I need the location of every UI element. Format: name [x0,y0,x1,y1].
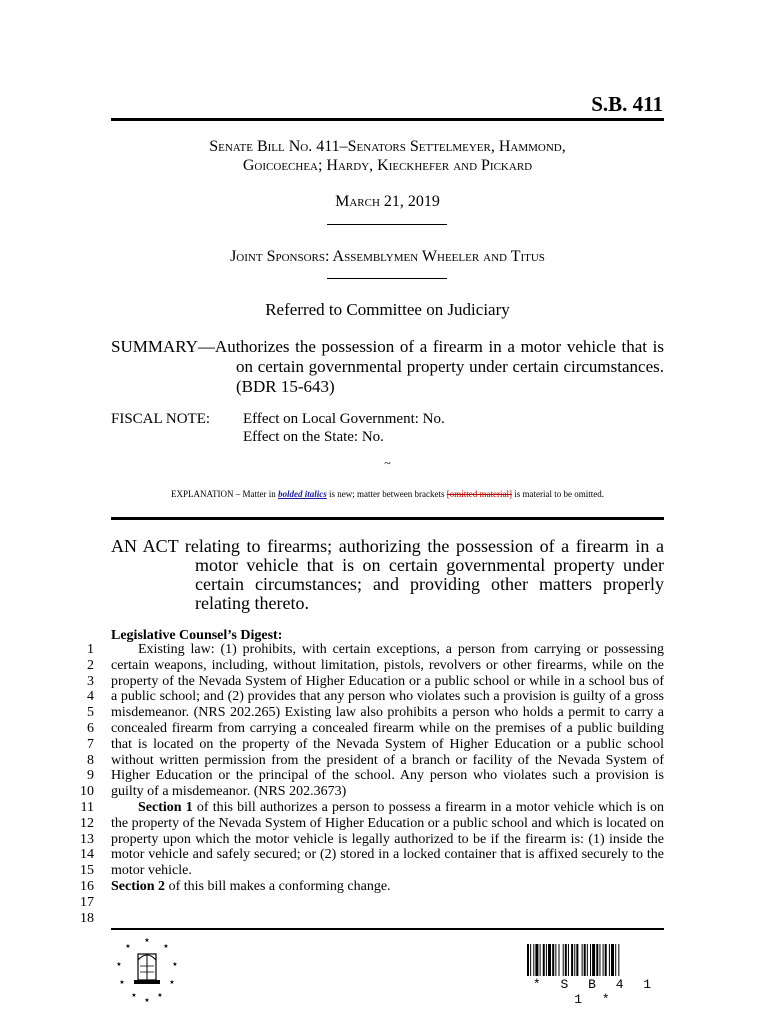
svg-text:★: ★ [163,944,169,950]
sponsors-divider [327,278,447,279]
svg-text:★: ★ [157,993,163,999]
line-number: 17 [80,894,94,910]
line-number: 9 [87,768,94,784]
svg-text:★: ★ [131,993,137,999]
svg-text:★: ★ [172,962,178,968]
header-rule [111,118,664,121]
explanation-new-text: bolded italics [278,489,327,499]
line-number: 1 [87,642,94,657]
act-title [111,537,664,613]
date-divider [327,224,447,225]
barcode-icon [527,944,663,980]
line-number: 3 [87,673,94,689]
bill-date: March 21, 2019 [335,193,440,210]
line-number: 8 [87,752,94,768]
digest-paragraph-2: Section 1 of this bill authorizes a person to possess a firearm in a motor vehicle which is on the property of the Nevada System of Higher Education or a public school and which is located on property upon which the motor vehicle is legally authorized to be if the firearm is: (1) inside the motor vehicle and safely secured; or (2) stored in a locked container that is affixed securely to the motor vehicle. [111,799,664,879]
svg-text:★: ★ [116,962,122,968]
svg-text:★: ★ [144,938,150,944]
explanation-omitted-text: [omitted material] [446,489,512,499]
committee-referral: Referred to Committee on Judiciary [265,300,510,319]
summary [111,337,664,397]
line-number: 13 [80,831,94,847]
svg-text:★: ★ [144,998,150,1002]
explanation-note [111,489,664,499]
fiscal-note-label: FISCAL NOTE: [111,411,211,427]
line-number: 11 [80,799,94,815]
line-number: 14 [80,847,94,863]
act-title-text: AN ACT relating to firearms; authorizing the possession of a firearm in a motor vehicle that is on certain governmental property under certain circumstances; and providing other matters properly relating thereto. [111,536,664,613]
svg-text:★: ★ [125,944,131,950]
line-number: 7 [87,736,94,752]
section-1-ref: Section 1 [138,799,193,815]
line-number: 16 [80,878,94,894]
state-seal-icon [114,936,180,1002]
line-number: 2 [87,657,94,673]
joint-sponsors: Joint Sponsors: Assemblymen Wheeler and Titus [230,248,545,265]
section-tilde: ~ [384,456,391,470]
fiscal-note-state: Effect on the State: No. [243,429,384,445]
summary-text: SUMMARY—Authorizes the possession of a firearm in a motor vehicle that is on certain governmental property under certain circumstances. (BDR 15-643) [111,337,664,396]
bill-title-line-2: Goicoechea; Hardy, Kieckhefer and Pickard [242,157,533,174]
explanation-prefix: EXPLANATION – Matter in [171,489,279,499]
digest-paragraph-3: Section 2 of this bill makes a conforming change. [111,878,391,894]
line-number: 5 [87,705,94,721]
barcode-text: * S B 4 1 1 * [532,977,658,1007]
line-numbers [72,642,94,926]
line-number: 18 [80,910,94,926]
fiscal-note-local: Effect on Local Government: No. [243,411,445,427]
svg-text:★: ★ [119,980,125,986]
line-number: 6 [87,720,94,736]
line-number: 12 [80,815,94,831]
svg-text:★: ★ [169,980,175,986]
explanation-suffix: is material to be omitted. [511,489,604,499]
footer-rule [111,928,664,930]
line-number: 4 [87,689,94,705]
bill-title-line-1: Senate Bill No. 411–Senators Settelmeyer, Hammond, [209,138,566,155]
digest-paragraph-1: Existing law: (1) prohibits, with certain exceptions, a person from carrying or possessing certain weapons, including, without limitation, pistols, revolvers or other firearms, while on the property of the Nevada System of Higher Education or a public school or while in a school bus of a public school; and (2) provides that any person who violates such a provision is guilty of a gross misdemeanor. (NRS 202.265) Existing law also prohibits a person who holds a permit to carry a concealed firearm from carrying a concealed firearm while on the premises of a public building that is located on the property of the Nevada System of Higher Education or a public school without written permission from the president of a branch or facility of the Nevada System of Higher Education or the principal of the school. Any person who violates such a provision is guilty of a misdemeanor. (NRS 202.3673) [111,642,664,800]
explanation-middle: is new; matter between brackets [326,489,447,499]
digest-title: Legislative Counsel’s Digest: [111,628,283,643]
fiscal-note [111,410,445,446]
explanation-rule [111,517,664,520]
line-number: 15 [80,863,94,879]
digest-body [111,642,664,895]
section-2-ref: Section 2 [111,878,166,894]
line-number: 10 [80,784,94,800]
bill-number: S.B. 411 [591,92,663,116]
